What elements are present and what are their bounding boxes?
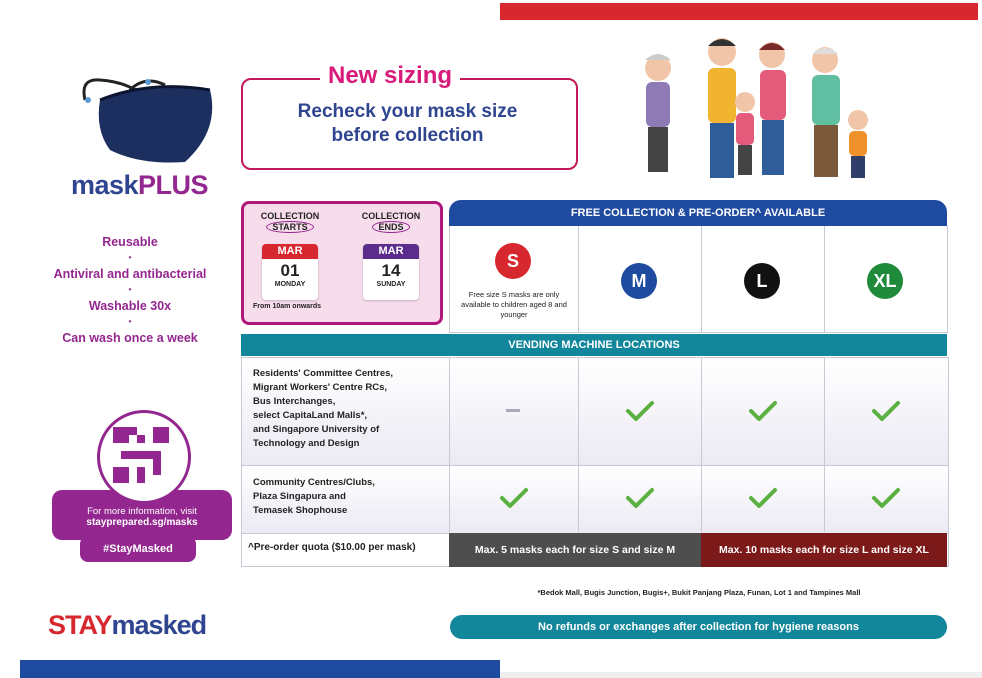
check-icon [748,399,778,423]
start-weekday: MONDAY [274,281,306,288]
bullet-dot: • [128,285,132,294]
not-available-dash [506,409,520,412]
end-weekday: SUNDAY [376,281,406,288]
hashtag-badge: #StayMasked [80,536,196,562]
collection-start-label [255,211,325,233]
row1-locations [253,367,393,451]
location-line: Temasek Shophouse [253,505,348,516]
quota-label: ^Pre-order quota ($10.00 per mask) [248,542,416,553]
vending-locations-header: VENDING MACHINE LOCATIONS [241,334,947,356]
size-s-badge: S [495,243,531,279]
end-date-calendar [363,244,419,300]
free-collection-header: FREE COLLECTION & PRE-ORDER^ AVAILABLE [449,200,947,226]
size-xl-badge: XL [867,263,903,299]
refund-notice: No refunds or exchanges after collection for hygiene reasons [450,615,947,639]
end-month: MAR [363,244,419,259]
logo-masked-text: masked [111,610,207,640]
start-date-calendar [262,244,318,300]
info-text: For more information, visit [87,506,197,517]
bottom-blue-bar [20,660,500,678]
malls-footnote: *Bedok Mall, Bugis Junction, Bugis+, Bukit Panjang Plaza, Funan, Lot 1 and Tampines Mall [537,588,861,597]
bottom-grey-strip [500,672,982,678]
location-line: Residents' Committee Centres, [253,368,394,379]
feature-item: Reusable [102,235,158,249]
column-divider [701,465,702,532]
location-line: select CapitaLand Malls*, [253,410,368,421]
column-divider [824,465,825,532]
quota-s-m: Max. 5 masks each for size S and size M [449,533,701,567]
location-line: Migrant Workers' Centre RCs, [253,382,388,393]
start-month: MAR [262,244,318,259]
maskplus-logo [57,170,222,201]
location-line: Bus Interchanges, [253,396,336,407]
row2-locations [253,476,375,518]
brand-mask-text: mask [70,170,139,200]
location-line: Plaza Singapura and [253,491,346,502]
qr-code-icon[interactable] [113,427,169,483]
brand-plus-text: PLUS [138,170,209,200]
collection-start-word: STARTS [266,221,313,233]
collection-end-label [356,211,426,233]
size-l-badge: L [744,263,780,299]
collection-start-heading: COLLECTION [260,211,320,221]
location-line: and Singapore University of [253,424,380,435]
quota-l-xl: Max. 10 masks each for size L and size XL [701,533,947,567]
feature-item: Antiviral and antibacterial [53,267,207,281]
size-m-badge: M [621,263,657,299]
column-divider [578,465,579,532]
collection-end-heading: COLLECTION [361,211,421,221]
start-day: 01 [280,261,300,280]
new-sizing-message [246,100,569,148]
feature-item: Can wash once a week [62,331,198,345]
check-icon [499,486,529,510]
top-red-bar [500,3,978,20]
bullet-dot: • [128,317,132,326]
logo-stay-text: STAY [48,610,112,640]
new-sizing-line1: Recheck your mask size [297,101,518,122]
location-line: Community Centres/Clubs, [253,477,375,488]
size-s-note: Free size S masks are only available to children aged 8 and younger [461,290,567,319]
info-url-link[interactable]: stayprepared.sg/masks [86,517,198,528]
end-day: 14 [381,261,401,280]
check-icon [871,399,901,423]
check-icon [748,486,778,510]
bullet-dot: • [128,253,132,262]
feature-item: Washable 30x [88,299,172,313]
collection-end-word: ENDS [372,221,409,233]
mask-illustration [70,70,220,170]
check-icon [625,399,655,423]
family-illustration [630,30,890,188]
check-icon [871,486,901,510]
staymasked-logo [48,610,206,641]
feature-list [30,234,230,346]
check-icon [625,486,655,510]
new-sizing-title: New sizing [320,62,460,90]
new-sizing-line2: before collection [331,125,484,146]
collection-time-note: From 10am onwards [253,303,322,310]
column-divider [449,465,450,532]
location-line: Technology and Design [253,438,360,449]
